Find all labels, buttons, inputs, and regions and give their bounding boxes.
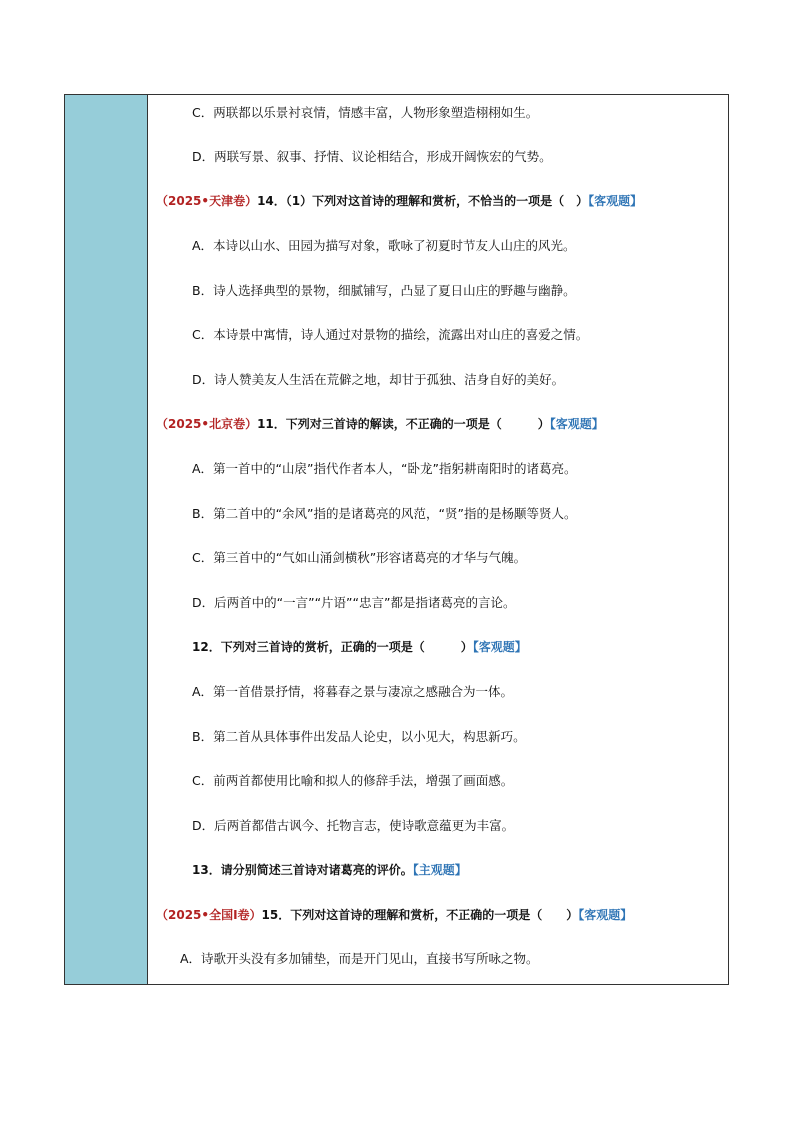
question-type-tag: 【主观题】 (412, 863, 467, 877)
question-source: （2025•天津卷） (156, 194, 258, 208)
option-line: C．两联都以乐景衬哀情，情感丰富，人物形象塑造栩栩如生。 (192, 105, 539, 120)
option-line: D．后两首中的“一言”“片语”“忠言”都是指诸葛亮的言论。 (192, 595, 516, 610)
option-line: C．第三首中的“气如山涌剑横秋”形容诸葛亮的才华与气魄。 (192, 550, 527, 565)
question-stem: 14．（1）下列对这首诗的理解和赏析，不恰当的一项是（ ） (257, 194, 589, 208)
option-line: B．第二首从具体事件出发品人论史，以小见大，构思新巧。 (192, 729, 526, 744)
option-line: A．诗歌开头没有多加铺垫，而是开门见山，直接书写所咏之物。 (180, 951, 539, 966)
question-14 (156, 193, 642, 209)
question-stem: 11．下列对三首诗的解读，不正确的一项是（ ） (257, 417, 550, 431)
question-stem: 15．下列对这首诗的理解和赏析，不正确的一项是（ ） (261, 908, 579, 922)
option-line: D．诗人赞美友人生活在荒僻之地，却甘于孤独、洁身自好的美好。 (192, 372, 565, 387)
option-line: B．第二首中的“余风”指的是诸葛亮的风范，“贤”指的是杨颙等贤人。 (192, 506, 577, 521)
question-stem: 13．请分别简述三首诗对诸葛亮的评价。 (192, 863, 413, 877)
option-line: C．前两首都使用比喻和拟人的修辞手法，增强了画面感。 (192, 773, 514, 788)
question-stem: 12．下列对三首诗的赏析，正确的一项是（ ） (192, 640, 473, 654)
question-15 (156, 907, 632, 923)
option-line: D．后两首都借古讽今、托物言志，使诗歌意蕴更为丰富。 (192, 818, 515, 833)
question-type-tag: 【客观题】 (588, 194, 643, 208)
question-type-tag: 【客观题】 (549, 417, 604, 431)
question-source: （2025•北京卷） (156, 417, 258, 431)
option-line: D．两联写景、叙事、抒情、议论相结合，形成开阔恢宏的气势。 (192, 149, 552, 164)
side-column (65, 95, 148, 984)
question-13 (192, 862, 467, 878)
question-type-tag: 【客观题】 (578, 908, 633, 922)
question-source: （2025•全国Ⅰ卷） (156, 908, 262, 922)
option-line: C．本诗景中寓情，诗人通过对景物的描绘，流露出对山庄的喜爱之情。 (192, 327, 589, 342)
option-line: A．第一首借景抒情，将暮春之景与凄凉之感融合为一体。 (192, 684, 514, 699)
question-table (64, 94, 729, 985)
question-12 (192, 639, 527, 655)
question-type-tag: 【客观题】 (472, 640, 527, 654)
option-line: A．本诗以山水、田园为描写对象，歌咏了初夏时节友人山庄的风光。 (192, 238, 576, 253)
option-line: A．第一首中的“山扆”指代作者本人，“卧龙”指躬耕南阳时的诸葛亮。 (192, 461, 577, 476)
option-line: B．诗人选择典型的景物，细腻铺写，凸显了夏日山庄的野趣与幽静。 (192, 283, 576, 298)
content-column (148, 95, 728, 984)
question-11 (156, 416, 604, 432)
